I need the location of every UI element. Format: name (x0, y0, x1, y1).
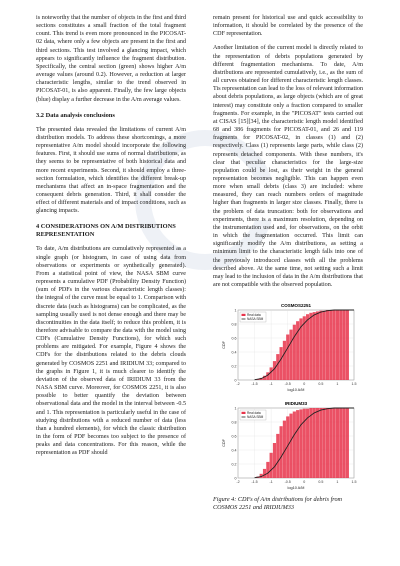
y-axis-label: CDF (222, 439, 226, 447)
x-tick-label: 1 (336, 382, 339, 386)
section-4-heading: 4 CONSIDERATIONS ON A/M DISTRIBUTIONS REPRESENTATION (36, 223, 176, 239)
cdf-bar (313, 408, 316, 478)
x-axis-label: log10 A/M (287, 388, 305, 392)
cdf-bar (280, 347, 283, 380)
cdf-bar (263, 469, 266, 478)
cdf-bar (342, 408, 345, 478)
x-tick-label: -0.5 (284, 382, 291, 386)
legend-label-real-data: Real data (247, 312, 261, 317)
x-tick-label: -2 (236, 382, 240, 386)
legend-label-nasa-sbm: NASA SBM (247, 415, 264, 420)
x-tick-label: -2 (236, 480, 240, 484)
cdf-bar (313, 312, 316, 380)
cdf-bar (303, 409, 306, 478)
y-tick-label: 0.8 (231, 322, 237, 327)
cdf-bar (329, 310, 332, 380)
cdf-bar (270, 367, 273, 380)
x-tick-label: -1.5 (251, 382, 258, 386)
cdf-bar (280, 426, 283, 478)
cdf-bar (333, 408, 336, 478)
figure-caption: Figure 4: CDFs of A/m distributions for debris from COSMOS 2251 and IRIDIUM33 (213, 496, 343, 511)
cdf-bar (339, 310, 342, 380)
cdf-bar (266, 462, 269, 478)
x-tick-label: -1 (269, 480, 273, 484)
y-tick-label: 1 (234, 406, 237, 411)
cdf-bar (276, 434, 279, 478)
y-axis-label: CDF (222, 341, 226, 349)
cdf-bar (316, 311, 319, 380)
x-tick-label: 0 (303, 382, 306, 386)
y-tick-label: 0 (234, 378, 237, 383)
cdf-bar (286, 335, 289, 381)
cdf-bar (323, 311, 326, 380)
left-column (36, 14, 186, 464)
cdf-bar (323, 408, 326, 478)
cdf-bar (289, 330, 292, 380)
y-tick-label: 1 (234, 308, 237, 313)
right-paragraph-1: remain present for historical use and quick accessibility to information, it should be correlated by the presence of the CDF representation. (213, 15, 363, 38)
x-tick-label: 0.5 (318, 382, 324, 386)
y-tick-label: 0.6 (231, 434, 237, 439)
cdf-bar (299, 409, 302, 478)
intro-paragraph: is noteworthy that the number of objects in the first and third sections constitutes a small fraction of the total fragment count. This trend is even more pronounced in the PICOSAT-02 data, where only a few objects are present in the first and third sections. This test involved a glancing impact, which appears to significantly influence the fragment distribution. Specifically, the central section (green) shows higher A/m average values (around 0.2). However, a reduction at larger characteristic lengths, similar to the trend observed in PICOSAT-01, is also apparent. Finally, the few large objects (blue) display a further decrease in the A/m average values. (36, 15, 186, 103)
cdf-bar (289, 414, 292, 478)
cdf-bar (293, 325, 296, 380)
cdf-bar (273, 443, 276, 478)
cdf-bar (319, 311, 322, 380)
chart-iridium33 (220, 398, 360, 494)
x-tick-label: -0.5 (284, 480, 291, 484)
chart-title: COSMOS2251 (280, 303, 312, 308)
x-tick-label: -1 (269, 382, 273, 386)
right-column (213, 14, 363, 295)
cdf-bar (303, 316, 306, 380)
right-paragraph-2: Another limitation of the current model is directly related to the representation of debris populations generated by different fragmentation mechanisms. To date, A/m distributions are represented cumulatively, i.e., as the sum of all curves obtained for different characteristic length classes. Tis representation can lead to the loss of relevant information about debris populations, as large objects (which are of great interest) may constitute only a fraction compared to smaller fragments. For example, in the "PICOSAT" tests carried out at CISAS [15][34], the characteristic length model identified 68 and 386 fragments for PICOSAT-01, and 26 and 119 fragments for PICOSAT-02, in classes (1) and (2) respectively. Class (1) represents large parts, while class (2) represents detached components. With these numbers, it's clear that peculiar characteristics for the large-size population could be lost, as their weight in the general representation becomes negligible. This can happen even more when small debris (class 3) are included: where measured, they can reach numbers orders of magnitude higher than fragments in larger size classes. Finally, there is the problem of data truncation: both for observations and experiments, there is a maximum resolution, depending on the instrumentation used and, for observations, on the orbit in which the fragmentation occurred. This limit can significantly modify the A/m distributions, as setting a minimum limit to the characteristic length falls into one of the previously introduced classes with all the problems described above. At the same time, not setting such a limit may lead to the inclusion of data in the A/m distributions that are not compatible with the observed population. (213, 45, 363, 288)
cdf-bar (293, 412, 296, 479)
cdf-bar (309, 313, 312, 380)
cdf-bar (336, 310, 339, 380)
cdf-bar (346, 310, 349, 380)
cdf-bar (306, 314, 309, 380)
chart-cosmos2251 (220, 300, 360, 396)
cdf-bar (276, 354, 279, 380)
cdf-bar (270, 453, 273, 478)
x-tick-label: -1.5 (251, 480, 258, 484)
y-tick-label: 0.6 (231, 336, 237, 341)
chart-legend (240, 312, 266, 322)
y-tick-label: 0.2 (231, 462, 237, 467)
y-tick-label: 0.4 (231, 350, 237, 355)
section-3-2-heading: 3.2 Data analysis conclusions (36, 111, 115, 119)
cdf-bar (346, 408, 349, 478)
x-tick-label: 0.5 (318, 480, 324, 484)
cdf-bar (319, 408, 322, 478)
cdf-bar (342, 310, 345, 380)
cdf-bar (316, 408, 319, 478)
x-tick-label: 0 (303, 480, 306, 484)
cdf-bar (339, 408, 342, 478)
chart-title: IRIDIUM33 (284, 401, 308, 406)
cdf-bar (309, 408, 312, 478)
cdf-bar (326, 408, 329, 478)
y-tick-label: 0.2 (231, 364, 237, 369)
x-tick-label: 1.5 (351, 480, 357, 484)
cdf-bar (283, 341, 286, 380)
cdf-bar (326, 310, 329, 380)
legend-label-nasa-sbm: NASA SBM (247, 317, 264, 322)
section-4-paragraph: To date, A/m distributions are cumulatively represented as a single graph (or histogram, in case of using data from observations or experiments or synthetically generated). From a statistical point of view, the NASA SBM curve represents a cumulative PDF (Probability Density Function) (sum of PDFs in the various characteristic length classes): the integral of the curve must be equal to 1. Comparison with discrete data (such as histograms) can be complicated, as the sampling usually used is not dense enough and there may be discontinuities in the data itself; to reduce this problem, it is therefore advisable to compare the data with the model using CDFs (Cumulative Density Functions), for which such problems are mitigated. For example, Figure 4 shows the CDFs for the distributions related to the debris clouds generated by COSMOS 2251 and IRIDIUM 33; compared to the graphs in Figure 1, it is much clearer to identify the deviation of the observed data of IRIDIUM 33 from the NASA SBM curve. Moreover, for COSMOS 2251, it is also possible to better quantify the deviation between observational data and the model in the interval between -0.5 and 1. This representation is particularly useful in the case of studying distributions with a reduced number of data (less than a hundred elements), for which the classic distribution in the form of PDF becomes too subject to the presence of peaks and data concentrations. For this reason, while the representation as PDF should (36, 246, 186, 457)
y-tick-label: 0 (234, 476, 237, 481)
legend-label-real-data: Real data (247, 410, 261, 415)
section-3-2-paragraph: The presented data revealed the limitations of current A/m distribution models. To address these shortcomings, a more representative A/m model should incorporate the following features. First, it should use sums of normal distributions, as they seems to be representative of both historical data and more recent experiments. Second, it should employ a three-section formulation, which identifies the different break-up mechanisms that affect an in-space fragmentation and the consequent debris generation. Third, it shall consider the effect of different materials and of impact conditions, such as glancing impacts. (36, 126, 186, 215)
cdf-chart-iridium33 (220, 398, 360, 494)
y-tick-label: 0.4 (231, 448, 237, 453)
x-axis-label: log10 A/M (287, 486, 305, 490)
legend-swatch-real-data (242, 314, 246, 316)
cdf-chart-cosmos2251 (220, 300, 360, 396)
cdf-bar (336, 408, 339, 478)
cdf-bar (333, 310, 336, 380)
x-tick-label: 1 (336, 480, 339, 484)
chart-legend (240, 410, 266, 420)
legend-swatch-real-data (242, 412, 246, 414)
cdf-bar (273, 361, 276, 380)
cdf-bar (329, 408, 332, 478)
cdf-bar (296, 410, 299, 478)
x-tick-label: 1.5 (351, 382, 357, 386)
y-tick-label: 0.8 (231, 420, 237, 425)
